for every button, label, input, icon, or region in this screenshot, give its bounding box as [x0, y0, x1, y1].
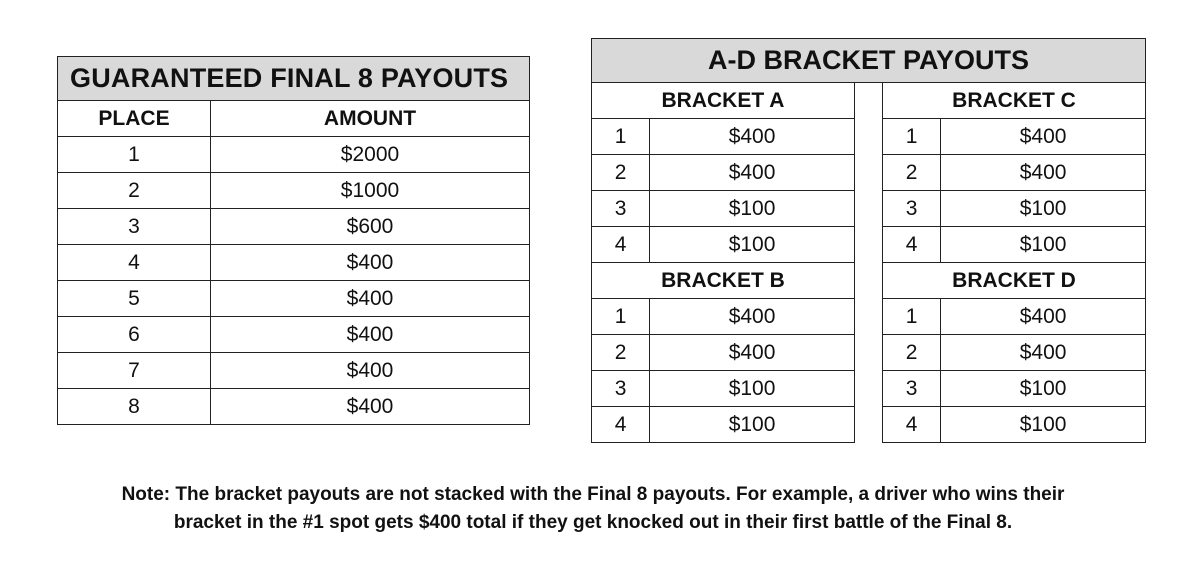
amount-cell: $400	[211, 389, 530, 425]
table-row	[58, 317, 530, 353]
note-line-2: bracket in the #1 spot gets $400 total if they get knocked out in their first battle of the Final 8.	[173, 512, 1013, 533]
amount-cell: $400	[650, 119, 855, 155]
place-cell: 2	[883, 155, 941, 191]
amount-cell: $400	[941, 299, 1146, 335]
amount-cell: $100	[941, 227, 1146, 263]
place-cell: 2	[58, 173, 211, 209]
place-cell: 8	[58, 389, 211, 425]
place-cell: 2	[883, 335, 941, 371]
table-row	[58, 281, 530, 317]
place-cell: 4	[592, 407, 650, 443]
bracket-a-header: BRACKET A	[592, 83, 855, 119]
amount-cell: $100	[941, 371, 1146, 407]
table-row	[58, 209, 530, 245]
place-cell: 4	[883, 407, 941, 443]
place-cell: 2	[592, 335, 650, 371]
amount-cell: $2000	[211, 137, 530, 173]
table-row	[58, 173, 530, 209]
place-cell: 4	[58, 245, 211, 281]
table-row	[58, 389, 530, 425]
amount-cell: $100	[941, 191, 1146, 227]
amount-cell: $400	[650, 335, 855, 371]
amount-cell: $400	[941, 335, 1146, 371]
amount-cell: $400	[941, 155, 1146, 191]
place-cell: 4	[592, 227, 650, 263]
amount-cell: $100	[941, 407, 1146, 443]
final8-payouts-table	[57, 56, 530, 425]
amount-cell: $400	[650, 155, 855, 191]
place-cell: 1	[592, 119, 650, 155]
amount-cell: $400	[650, 299, 855, 335]
place-cell: 6	[58, 317, 211, 353]
place-cell: 1	[58, 137, 211, 173]
place-cell: 3	[592, 191, 650, 227]
amount-cell: $100	[650, 407, 855, 443]
place-cell: 4	[883, 227, 941, 263]
bracket-d-header: BRACKET D	[883, 263, 1146, 299]
brackets-title: A-D BRACKET PAYOUTS	[592, 39, 1146, 83]
place-cell: 1	[883, 119, 941, 155]
place-cell: 3	[883, 371, 941, 407]
final8-title: GUARANTEED FINAL 8 PAYOUTS	[58, 57, 530, 101]
col-header-amount: AMOUNT	[211, 101, 530, 137]
amount-cell: $400	[211, 281, 530, 317]
bracket-payouts-table	[591, 38, 1146, 443]
place-cell: 3	[58, 209, 211, 245]
table-row	[58, 353, 530, 389]
place-cell: 1	[883, 299, 941, 335]
amount-cell: $1000	[211, 173, 530, 209]
amount-cell: $100	[650, 191, 855, 227]
place-cell: 3	[592, 371, 650, 407]
amount-cell: $100	[650, 227, 855, 263]
place-cell: 3	[883, 191, 941, 227]
amount-cell: $400	[941, 119, 1146, 155]
bracket-divider	[854, 83, 882, 443]
note-line-1: Note: The bracket payouts are not stacked with the Final 8 payouts. For example, a driver who wins their	[121, 484, 1065, 505]
amount-cell: $400	[211, 353, 530, 389]
place-cell: 1	[592, 299, 650, 335]
place-cell: 2	[592, 155, 650, 191]
bracket-b-header: BRACKET B	[592, 263, 855, 299]
payout-note	[0, 481, 1186, 537]
place-cell: 5	[58, 281, 211, 317]
table-row	[58, 245, 530, 281]
place-cell: 7	[58, 353, 211, 389]
amount-cell: $100	[650, 371, 855, 407]
amount-cell: $400	[211, 245, 530, 281]
col-header-place: PLACE	[58, 101, 211, 137]
table-row	[58, 137, 530, 173]
bracket-c-header: BRACKET C	[883, 83, 1146, 119]
amount-cell: $600	[211, 209, 530, 245]
amount-cell: $400	[211, 317, 530, 353]
